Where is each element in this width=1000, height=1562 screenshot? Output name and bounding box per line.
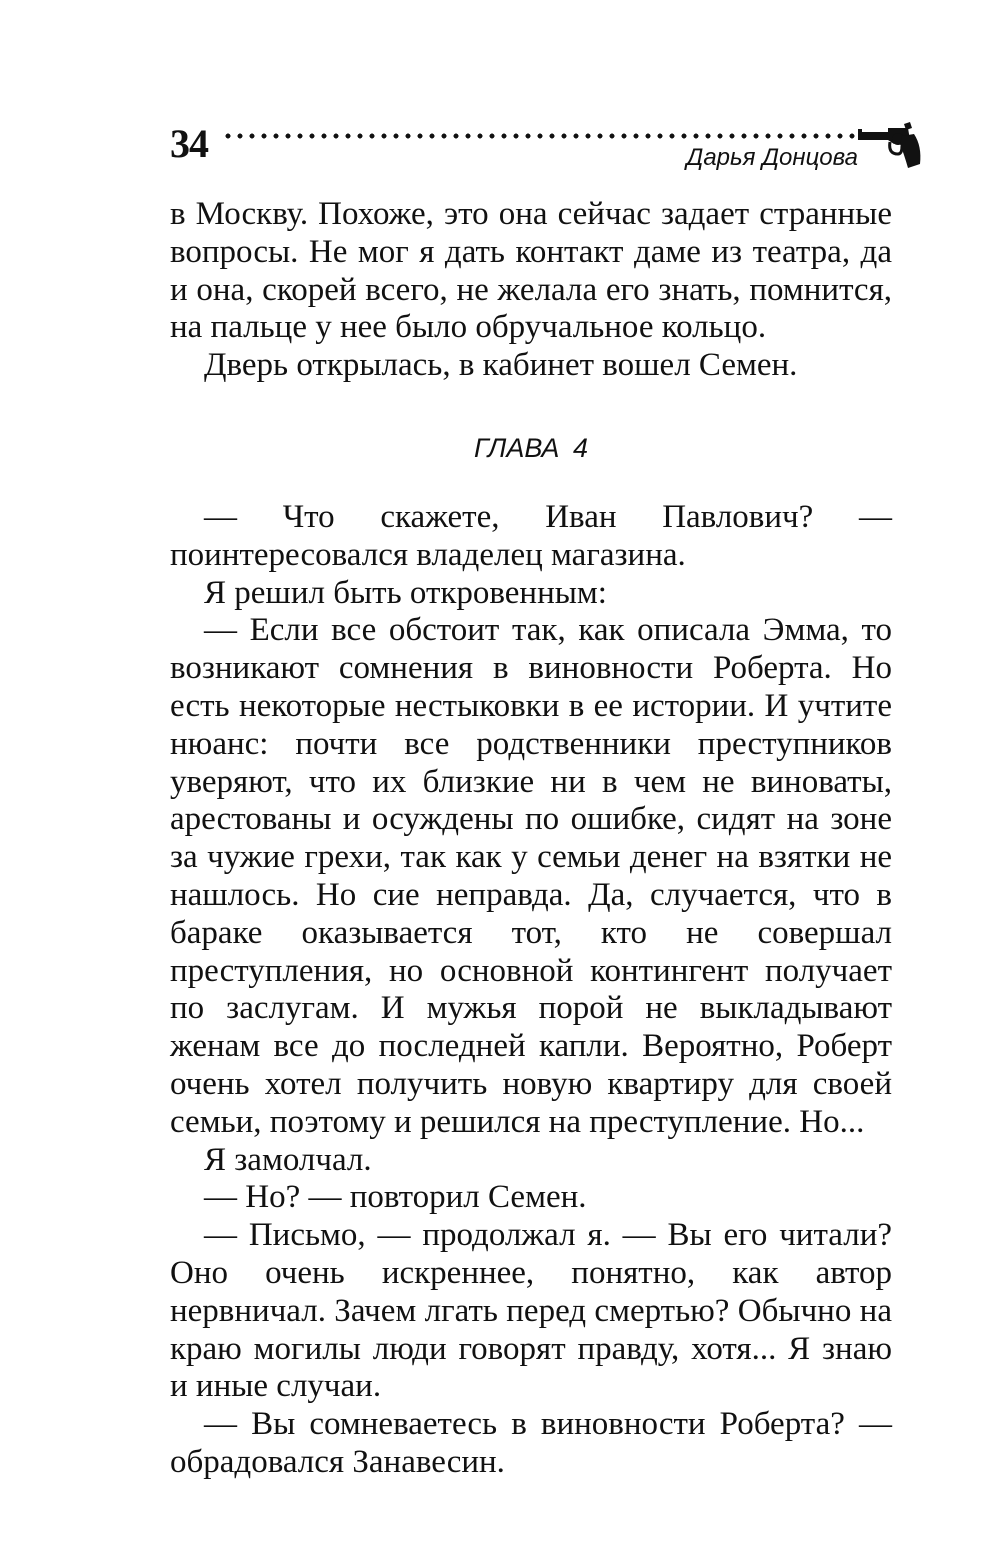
paragraph: — Если все обстоит так, как описала Эмма, то возникают сомнения в виновности Роберта. Но есть некоторые нестыковки в ее истории. И учтите нюанс: почти все родственники преступников уверяют, что их близкие ни в чем не виноваты, арестованы и осуждены по ошибке, сидят на зоне за чужие грехи, так как у семьи денег на взятки не нашлось. Но сие неправда. Да, случается, что в бараке оказывается тот, кто не совершал преступления, но основной контингент получает по заслугам. И мужья порой не выкладывают женам все до последней капли. Вероятно, Роберт очень хотел получить новую квартиру для своей семьи, поэтому и решился на преступление. Но... xyxy=(170,612,892,1140)
paragraph: — Письмо, — продолжал я. — Вы его читали? Оно очень искреннее, понятно, как автор нервничал. Зачем лгать перед смертью? Обычно на краю могилы люди говорят правду, хотя... Я знаю и иные случаи. xyxy=(170,1217,892,1405)
paragraph: — Что скажете, Иван Павлович? — поинтересовался владелец магазина. xyxy=(170,498,892,573)
paragraph: Я замолчал. xyxy=(204,1141,372,1178)
paragraph: — Вы сомневаетесь в виновности Роберта? — обрадовался Занавесин. xyxy=(170,1406,892,1480)
page-number: 34 xyxy=(170,121,208,166)
dotted-leader xyxy=(222,133,860,139)
revolver-icon xyxy=(858,120,924,170)
running-header xyxy=(170,118,922,198)
paragraph: — Но? — повторил Семен. xyxy=(204,1179,587,1216)
paragraph: в Москву. Похоже, это она сейчас задает странные вопросы. Не мог я дать контакт даме из театра, да и она, скорей всего, не желала его знать, помнится, на пальце у нее было обручальное кольцо. xyxy=(170,196,892,346)
author-name: Дарья Донцова xyxy=(686,144,858,171)
paragraph: Дверь открылась, в кабинет вошел Семен. xyxy=(204,347,798,384)
chapter-heading: ГЛАВА 4 xyxy=(474,432,588,463)
paragraph: Я решил быть откровенным: xyxy=(204,574,607,611)
page-body xyxy=(170,196,892,1482)
